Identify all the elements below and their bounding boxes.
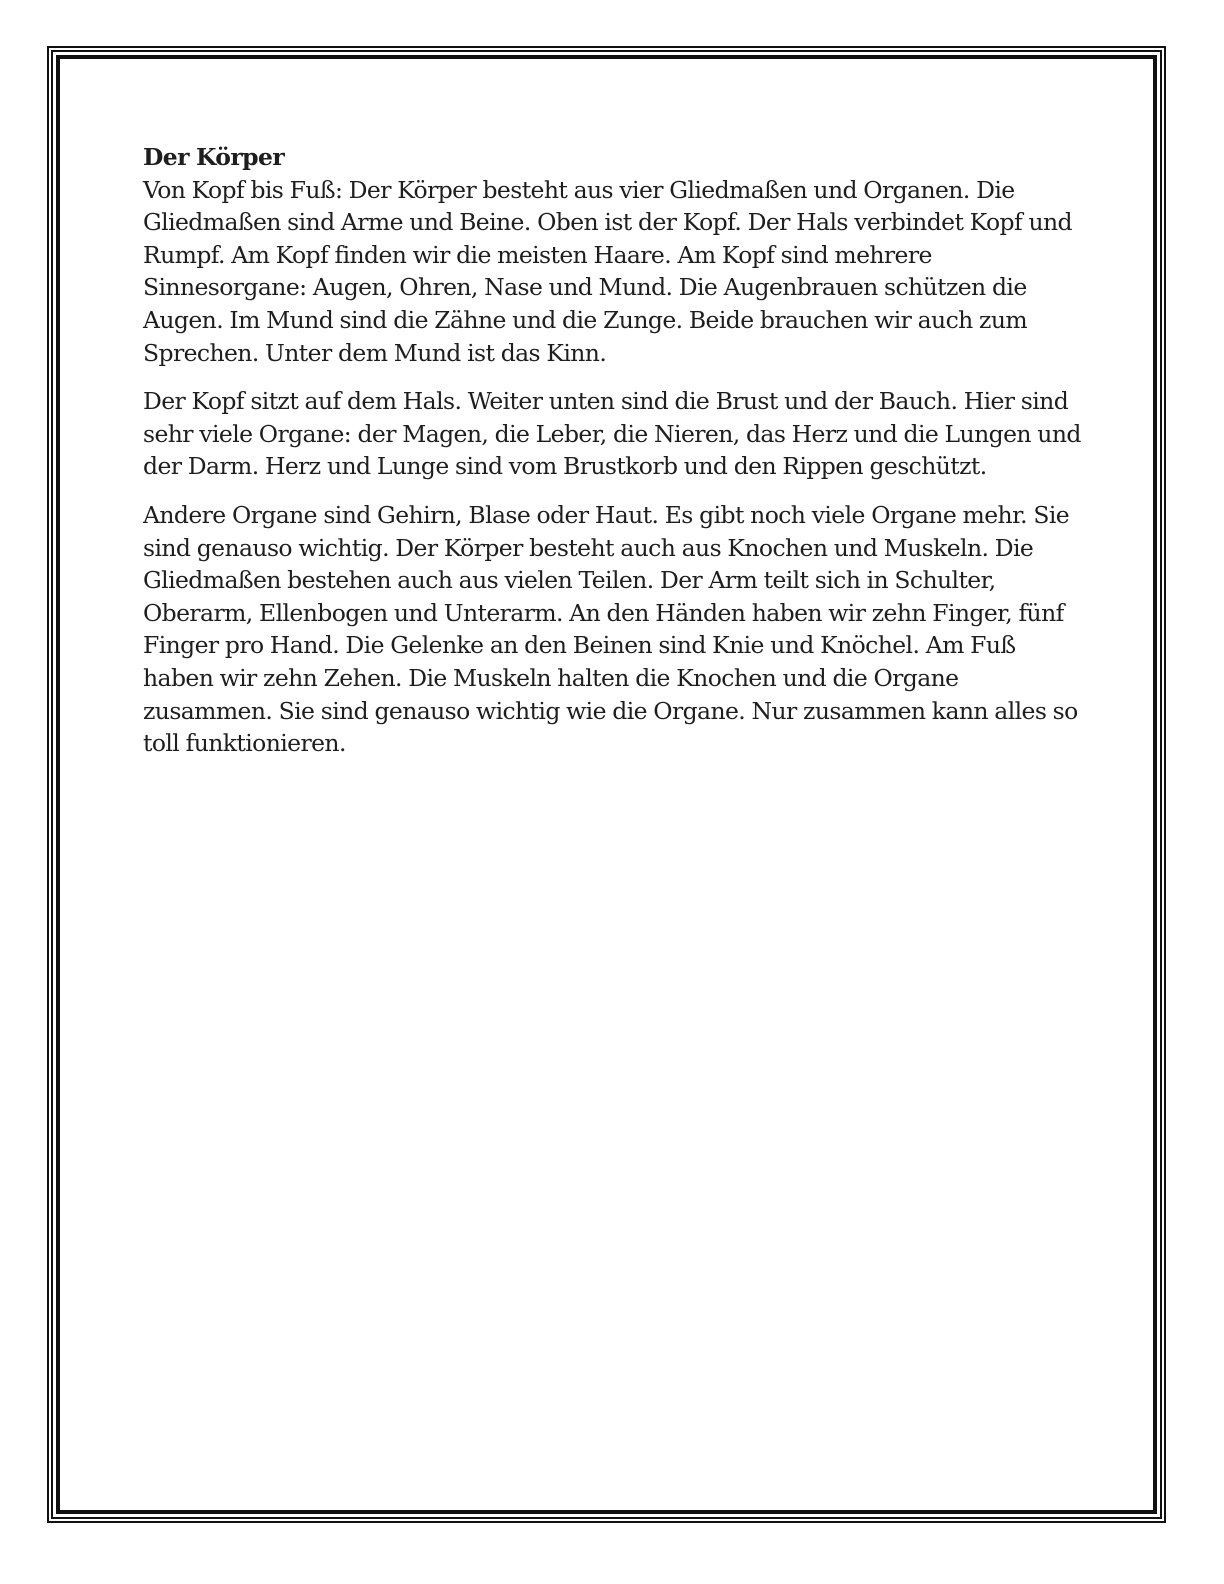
document-body: [143, 141, 1083, 776]
paragraph-3: Andere Organe sind Gehirn, Blase oder Haut. Es gibt noch viele Organe mehr. Sie sind genauso wichtig. Der Körper besteht auch aus Knochen und Muskeln. Die Gliedmaßen bestehen auch aus vielen Teilen. Der Arm teilt sich in Schulter, Oberarm, Ellenbogen und Unterarm. An den Händen haben wir zehn Finger, fünf Finger pro Hand. Die Gelenke an den Beinen sind Knie und Knöchel. Am Fuß haben wir zehn Zehen. Die Muskeln halten die Knochen und die Organe zusammen. Sie sind genauso wichtig wie die Organe. Nur zusammen kann alles so toll funktionieren.: [143, 500, 1078, 758]
paragraph-2: Der Kopf sitzt auf dem Hals. Weiter unten sind die Brust und der Bauch. Hier sind sehr viele Organe: der Magen, die Leber, die Nieren, das Herz und die Lungen und der Darm. Herz und Lunge sind vom Brustkorb und den Rippen geschützt.: [143, 387, 1081, 481]
paragraph-1: Von Kopf bis Fuß: Der Körper besteht aus vier Gliedmaßen und Organen. Die Gliedmaßen sind Arme und Beine. Oben ist der Kopf. Der Hals verbindet Kopf und Rumpf. Am Kopf finden wir die meisten Haare. Am Kopf sind mehrere Sinnesorgane: Augen, Ohren, Nase und Mund. Die Augenbrauen schützen die Augen. Im Mund sind die Zähne und die Zunge. Beide brauchen wir auch zum Sprechen. Unter dem Mund ist das Kinn.: [143, 175, 1072, 367]
document-title: Der Körper: [143, 143, 285, 171]
